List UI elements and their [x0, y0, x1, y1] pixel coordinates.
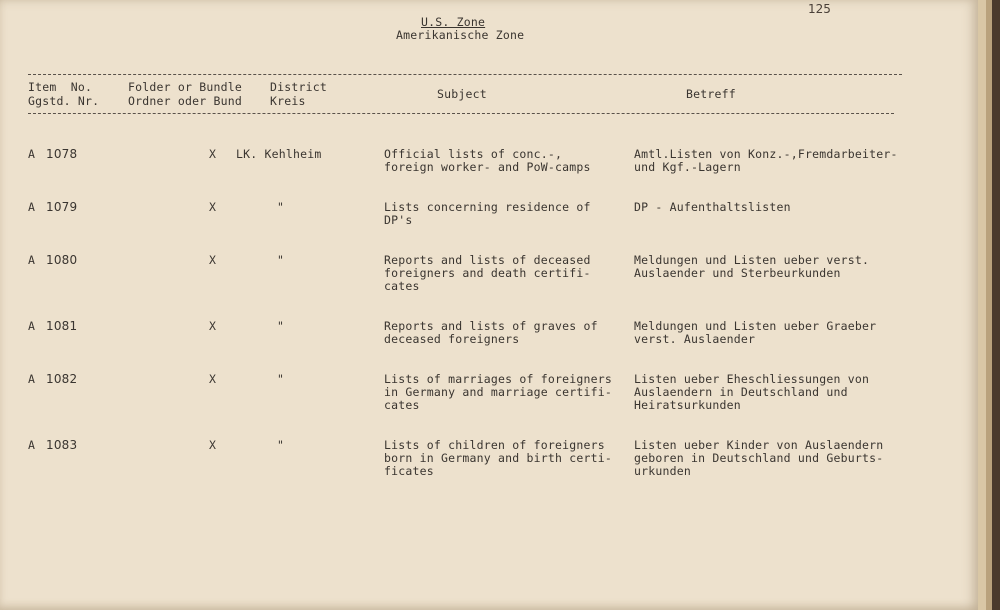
header-folder: Folder or Bundle: [128, 80, 242, 94]
subject-line: Official lists of conc.-,: [384, 147, 563, 161]
binding-background: [992, 0, 1000, 610]
district-ditto: ": [277, 200, 285, 214]
zone-subtitle: Amerikanische Zone: [396, 28, 525, 42]
betreff-line: Heiratsurkunden: [634, 398, 741, 412]
folder-mark: X: [209, 200, 217, 214]
item-number: 1078: [46, 147, 78, 161]
subject-line: in Germany and marriage certifi-: [384, 385, 612, 399]
folder-mark: X: [209, 253, 217, 267]
betreff-line: geboren in Deutschland und Geburts-: [634, 451, 884, 465]
betreff-line: Listen ueber Kinder von Auslaendern: [634, 438, 884, 452]
header-item-de: Ggstd. Nr.: [28, 94, 100, 108]
subject-line: Lists of marriages of foreigners: [384, 372, 612, 386]
betreff-line: und Kgf.-Lagern: [634, 160, 741, 174]
header-district-de: Kreis: [270, 94, 306, 108]
subject-line: born in Germany and birth certi-: [384, 451, 612, 465]
betreff-line: Meldungen und Listen ueber verst.: [634, 253, 870, 267]
betreff-line: Auslaendern in Deutschland und: [634, 385, 848, 399]
header-item: Item No.: [28, 80, 93, 94]
subject-line: cates: [384, 398, 420, 412]
item-prefix: A: [28, 147, 36, 161]
betreff-line: Amtl.Listen von Konz.-,Fremdarbeiter-: [634, 147, 898, 161]
subject-line: Lists of children of foreigners: [384, 438, 605, 452]
header-divider-bottom: [28, 113, 894, 114]
subject-line: foreigners and death certifi-: [384, 266, 591, 280]
item-prefix: A: [28, 438, 36, 452]
folder-mark: X: [209, 319, 217, 333]
district-ditto: ": [277, 253, 285, 267]
page-edge: [978, 0, 986, 610]
item-number: 1082: [46, 372, 78, 386]
item-number: 1083: [46, 438, 78, 452]
item-prefix: A: [28, 200, 36, 214]
item-prefix: A: [28, 319, 36, 333]
betreff-line: verst. Auslaender: [634, 332, 756, 346]
district-ditto: ": [277, 372, 285, 386]
folder-mark: X: [209, 438, 217, 452]
subject-line: deceased foreigners: [384, 332, 520, 346]
folder-mark: X: [209, 372, 217, 386]
subject-line: Lists concerning residence of: [384, 200, 591, 214]
subject-line: cates: [384, 279, 420, 293]
subject-line: Reports and lists of graves of: [384, 319, 598, 333]
district-ditto: ": [277, 319, 285, 333]
betreff-line: Listen ueber Eheschliessungen von: [634, 372, 870, 386]
subject-line: foreign worker- and PoW-camps: [384, 160, 591, 174]
betreff-line: DP - Aufenthaltslisten: [634, 200, 791, 214]
header-divider-top: [28, 74, 902, 75]
header-district: District: [270, 80, 327, 94]
district-ditto: ": [277, 438, 285, 452]
header-betreff: Betreff: [686, 87, 736, 101]
subject-line: DP's: [384, 213, 413, 227]
item-number: 1079: [46, 200, 78, 214]
district: LK. Kehlheim: [236, 147, 322, 161]
betreff-line: Meldungen und Listen ueber Graeber: [634, 319, 877, 333]
header-subject: Subject: [437, 87, 487, 101]
item-number: 1080: [46, 253, 78, 267]
zone-title: U.S. Zone: [421, 15, 486, 29]
header-folder-de: Ordner oder Bund: [128, 94, 242, 108]
betreff-line: urkunden: [634, 464, 691, 478]
page-number: 125: [808, 2, 831, 16]
item-prefix: A: [28, 253, 36, 267]
subject-line: Reports and lists of deceased: [384, 253, 591, 267]
subject-line: ficates: [384, 464, 434, 478]
item-number: 1081: [46, 319, 78, 333]
betreff-line: Auslaender und Sterbeurkunden: [634, 266, 841, 280]
item-prefix: A: [28, 372, 36, 386]
folder-mark: X: [209, 147, 217, 161]
